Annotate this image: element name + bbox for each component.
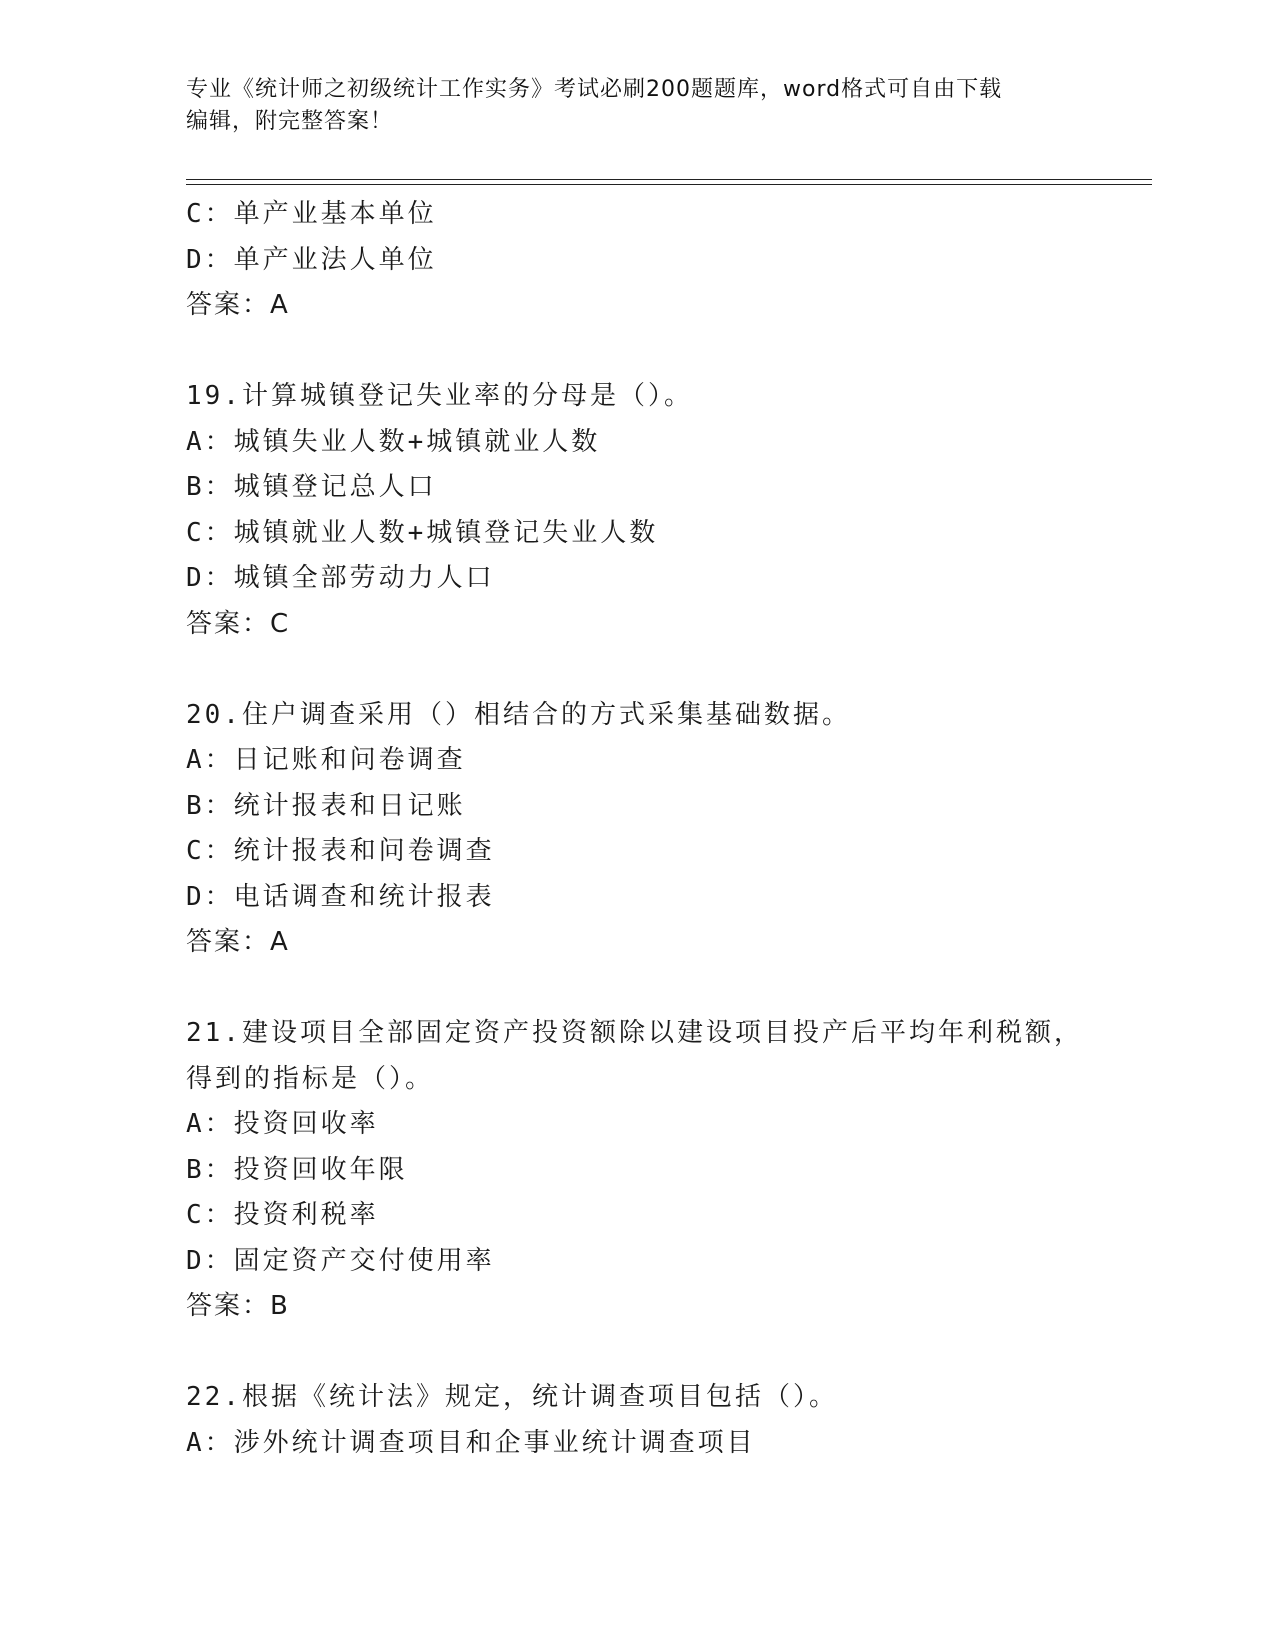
spacer	[186, 647, 1086, 693]
option-c: C：单产业基本单位	[186, 199, 437, 229]
document-header	[186, 74, 1066, 138]
answer-line: 答案：A	[186, 927, 290, 957]
option-d: D：单产业法人单位	[186, 244, 437, 275]
header-divider-top	[186, 179, 1152, 180]
spacer	[186, 1330, 1086, 1376]
spacer	[186, 966, 1086, 1012]
question-list	[186, 192, 1086, 1466]
header-line-1: 专业《统计师之初级统计工作实务》考试必刷200题题库，word格式可自由下载	[186, 77, 1003, 102]
question-stem: 22.根据《统计法》规定，统计调查项目包括（）。	[186, 1382, 838, 1412]
option-d: D：城镇全部劳动力人口	[186, 563, 495, 593]
option-d: D：固定资产交付使用率	[186, 1245, 495, 1276]
answer-line: 答案：B	[186, 1291, 290, 1321]
spacer	[186, 329, 1086, 375]
header-divider-bottom	[186, 184, 1152, 185]
option-c: C：投资利税率	[186, 1200, 379, 1230]
option-a: A：投资回收率	[186, 1109, 379, 1139]
option-c: C：城镇就业人数+城镇登记失业人数	[186, 517, 659, 548]
answer-line: 答案：C	[186, 608, 291, 639]
option-b: B：统计报表和日记账	[186, 790, 466, 821]
question-stem: 20.住户调查采用（）相结合的方式采集基础数据。	[186, 699, 851, 730]
option-b: B：投资回收年限	[186, 1154, 408, 1185]
option-a: A：日记账和问卷调查	[186, 745, 466, 775]
answer-line: 答案：A	[186, 290, 290, 320]
question-stem-line-2: 得到的指标是（）。	[186, 1063, 435, 1094]
option-d: D：电话调查和统计报表	[186, 881, 495, 912]
header-line-2: 编辑，附完整答案！	[186, 109, 394, 134]
option-c: C：统计报表和问卷调查	[186, 836, 495, 866]
option-a: A：涉外统计调查项目和企事业统计调查项目	[186, 1427, 756, 1458]
option-a: A：城镇失业人数+城镇就业人数	[186, 426, 601, 457]
question-stem: 19.计算城镇登记失业率的分母是（）。	[186, 381, 693, 411]
option-b: B：城镇登记总人口	[186, 472, 437, 502]
question-stem-line-1: 21.建设项目全部固定资产投资额除以建设项目投产后平均年利税额，	[186, 1018, 1083, 1048]
